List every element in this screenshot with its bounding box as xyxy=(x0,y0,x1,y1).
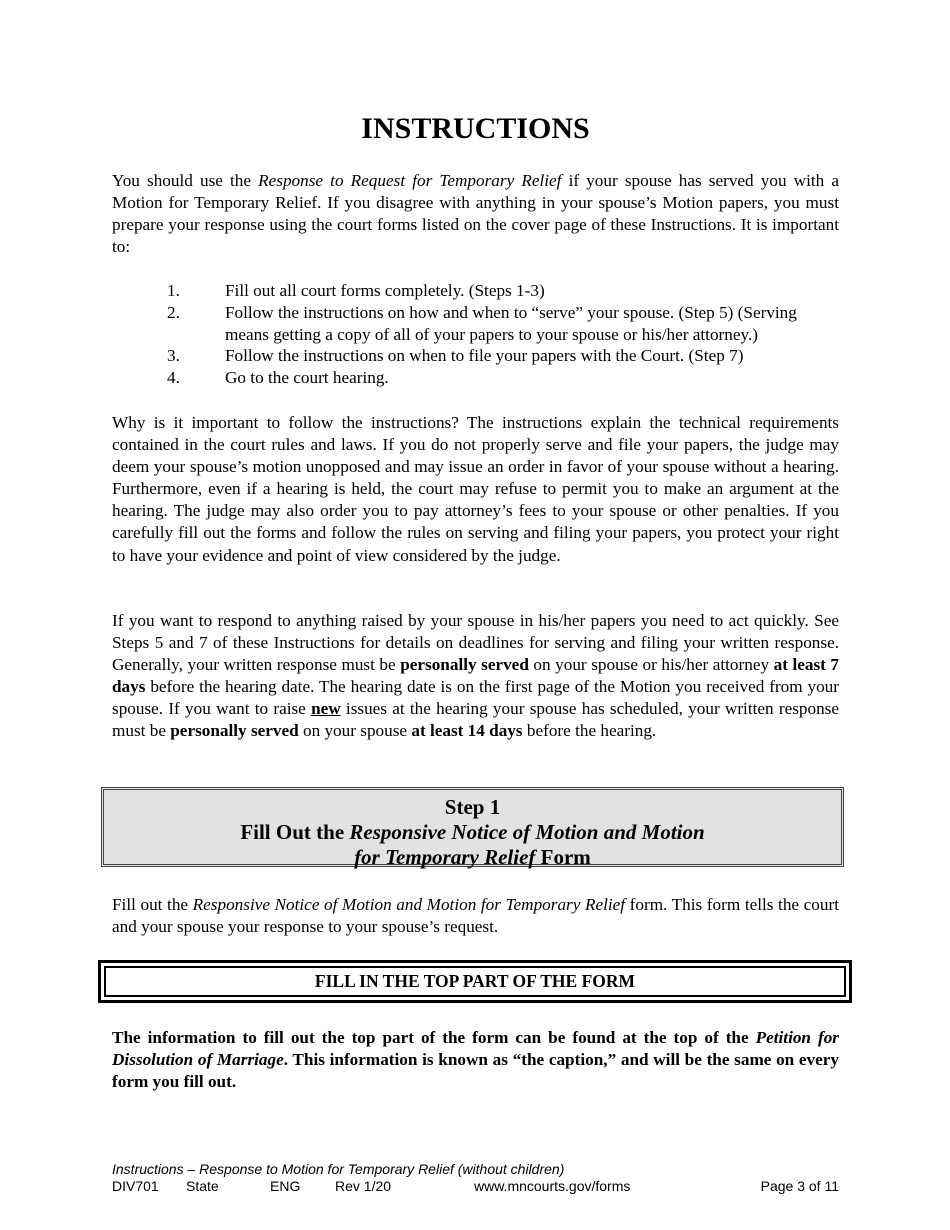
footer-title: Instructions – Response to Motion for Temporary Relief (without children) xyxy=(112,1161,565,1177)
step-title-line xyxy=(104,845,841,870)
respond-text: on your spouse or his/her attorney xyxy=(528,655,774,675)
caption-info-paragraph xyxy=(112,1027,839,1093)
respond-text: If you want to respond to anything raised by your spouse in his/her papers you need to act quickly. See Steps 5 and 7 of these Instructions for details on deadlines for serving and filing your written response. Generally, your written response must be xyxy=(112,611,839,675)
respond-underline: new xyxy=(311,699,341,719)
list-item xyxy=(112,367,839,389)
respond-text: issues at the hearing your spouse has scheduled, your written response must be xyxy=(112,699,839,741)
list-number: 4. xyxy=(167,368,180,388)
footer-page-number: Page 3 of 11 xyxy=(760,1178,839,1194)
fill-out-text: form. This form tells the court and your spouse your response to your spouse’s request. xyxy=(112,895,839,937)
step-1-box xyxy=(101,787,844,867)
list-text: Follow the instructions on how and when to “serve” your spouse. (Step 5) (Serving means getting a copy of all of your papers to your spouse or his/her attorney.) xyxy=(225,302,797,344)
list-number: 2. xyxy=(167,302,180,322)
list-item xyxy=(112,280,839,302)
fill-out-paragraph xyxy=(112,894,839,938)
list-item xyxy=(112,345,839,367)
list-item xyxy=(112,302,839,346)
top-part-heading-box xyxy=(98,960,852,1003)
top-part-heading: FILL IN THE TOP PART OF THE FORM xyxy=(104,966,846,997)
step-title-italic: for Temporary Relief xyxy=(354,845,536,869)
footer-url[interactable]: www.mncourts.gov/forms xyxy=(474,1178,631,1194)
list-text: Follow the instructions on when to file your papers with the Court. (Step 7) xyxy=(225,346,744,366)
respond-bold: at least 7 days xyxy=(112,655,840,697)
respond-bold: personally served xyxy=(170,721,299,741)
why-paragraph: Why is it important to follow the instructions? The instructions explain the technical requirements contained in the court rules and laws. If you do not properly serve and file your papers, the judge may deem your spouse’s motion unopposed and may issue an order in favor of your spouse without a hearing. Furthermore, even if a hearing is held, the court may refuse to permit you to make an argument at the hearing. The judge may also order you to pay attorney’s fees to your spouse or other penalties. If you carefully fill out the forms and follow the rules on serving and filing your papers, you protect your right to have your evidence and point of view considered by the judge. xyxy=(112,413,839,565)
intro-paragraph xyxy=(112,170,839,258)
fill-out-form-name: Responsive Notice of Motion and Motion for Temporary Relief xyxy=(192,895,626,914)
footer-state: State xyxy=(186,1178,219,1194)
page-title: INSTRUCTIONS xyxy=(361,112,590,145)
list-number: 1. xyxy=(167,281,180,300)
respond-paragraph xyxy=(112,610,839,743)
respond-bold: at least 14 days xyxy=(411,721,523,741)
respond-text: on your spouse xyxy=(298,721,412,741)
step-title-line xyxy=(104,820,841,845)
step-title-text: Form xyxy=(535,845,591,869)
list-number: 3. xyxy=(167,346,180,366)
footer-form-code: DIV701 xyxy=(112,1178,159,1194)
caption-text: . This information is known as “the caption,” and will be the same on every form you fill out. xyxy=(112,1050,840,1092)
caption-form-name: Petition for Dissolution of Marriage xyxy=(112,1028,839,1070)
step-title-text: Fill Out the xyxy=(240,820,350,844)
fill-out-text: Fill out the xyxy=(112,895,193,914)
intro-text-2: if your spouse has served you with a Motion for Temporary Relief. If you disagree with anything in your spouse’s Motion papers, you must prepare your response using the court forms listed on the cover page of these Instructions. It is important to: xyxy=(112,171,839,257)
respond-bold: personally served xyxy=(400,655,529,675)
footer-language: ENG xyxy=(270,1178,301,1194)
instruction-list xyxy=(112,280,839,389)
footer-revision: Rev 1/20 xyxy=(335,1178,392,1194)
respond-text: before the hearing date. The hearing date is on the first page of the Motion you received from your spouse. If you want to raise xyxy=(112,677,839,719)
page-footer xyxy=(112,1161,839,1195)
intro-form-name: Response to Request for Temporary Relief xyxy=(258,171,562,190)
list-text: Go to the court hearing. xyxy=(225,368,389,388)
respond-text: before the hearing. xyxy=(522,721,657,741)
step-number: Step 1 xyxy=(444,795,501,819)
caption-text: The information to fill out the top part of the form can be found at the top of the xyxy=(112,1028,756,1047)
intro-text-1: You should use the xyxy=(112,171,259,190)
step-title-italic: Responsive Notice of Motion and Motion xyxy=(349,820,705,844)
list-text: Fill out all court forms completely. (Steps 1-3) xyxy=(225,281,545,300)
